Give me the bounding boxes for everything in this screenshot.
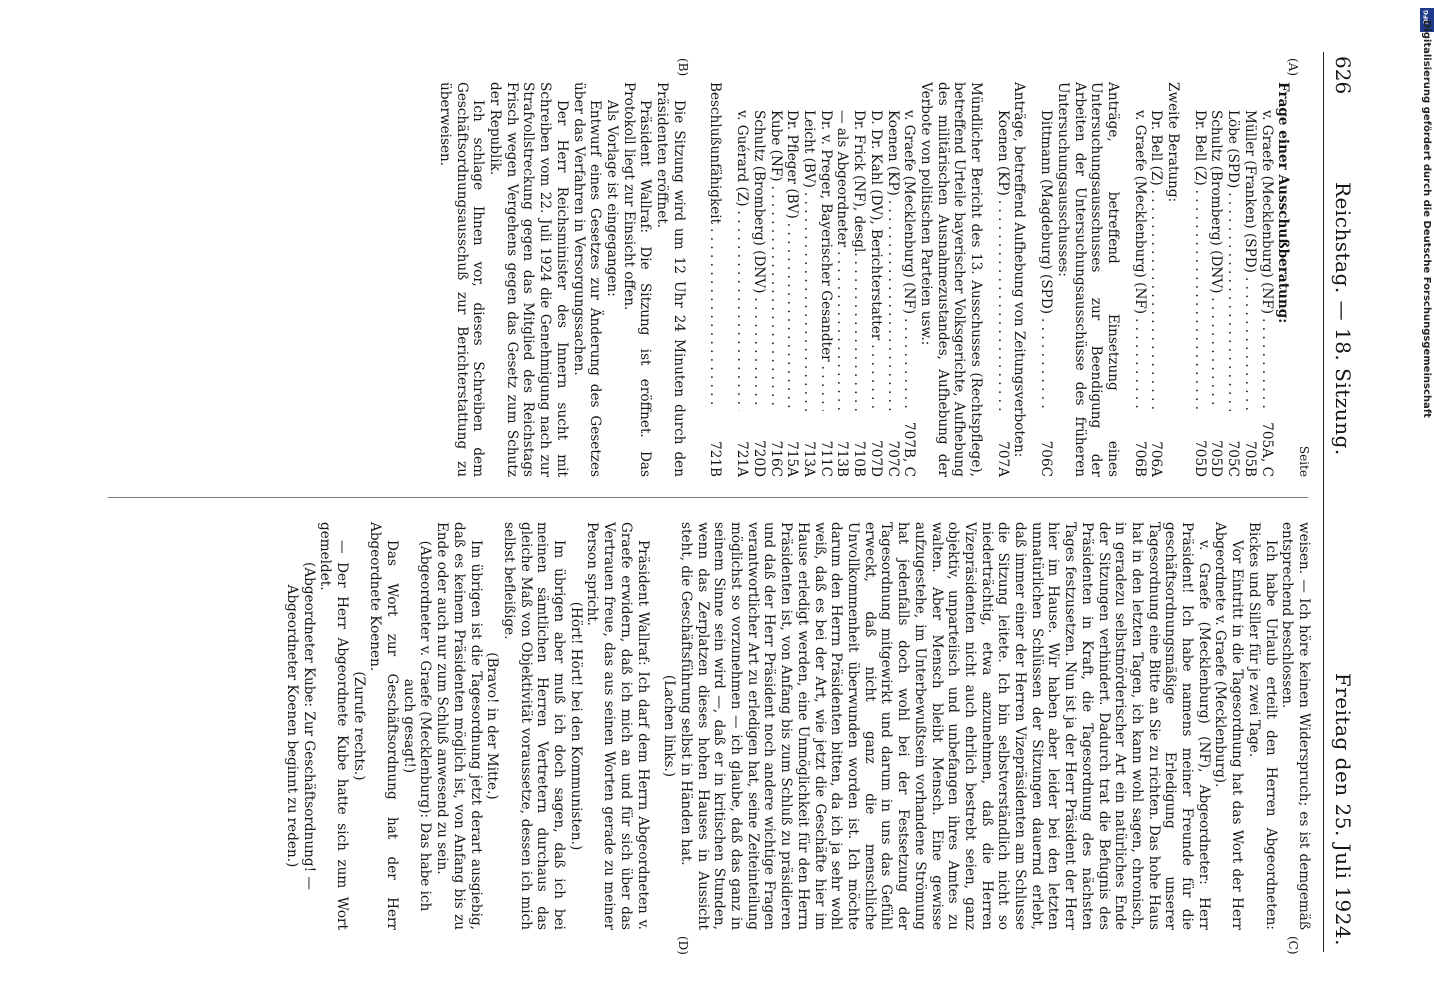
body-paragraph: Im übrigen aber muß ich doch sagen, daß ich bei meinen sämtlichen Herren Vertretern durchaus das gleiche Maß von Objektivität voraussetze, dessen ich mich selbst befleißige. [500, 522, 568, 930]
toc-entry-page: 716C [767, 440, 784, 477]
right-column [102, 522, 1312, 930]
body-paragraph: Die Sitzung wird um 12 Uhr 24 Minuten durch den Präsidenten eröffnet. [654, 82, 687, 477]
body-paragraph: Als Vorlage ist eingegangen: [603, 100, 620, 297]
toc-entry [800, 82, 817, 477]
toc-entry-page: 705A, C [1258, 422, 1275, 477]
toc-entry [1258, 82, 1275, 477]
toc-entry-page: 710B [851, 441, 868, 477]
toc-entry [1148, 82, 1165, 477]
toc-entry [1224, 82, 1241, 477]
toc-list-frage [1191, 82, 1275, 477]
margin-marker-c: (C) [1286, 936, 1300, 955]
body-paragraph: weisen. — Ich höre keinen Widerspruch; es ist demgemäß entsprechend beschlossen. [1279, 522, 1312, 930]
toc-entry-page: 707A [994, 441, 1011, 477]
toc-entry-name: Dr. Pfleger (BV) [784, 110, 801, 219]
toc-entry-name: Leicht (BV) [801, 110, 818, 188]
page-header [1323, 52, 1358, 952]
toc-list-zweite [1131, 82, 1164, 477]
toc-entry-page: 713A [801, 441, 818, 477]
toc-entry [1241, 82, 1258, 477]
toc-entry [784, 82, 801, 477]
toc-entry-page: 715A [784, 441, 801, 477]
speech-wallraf: Präsident Wallraf: Ich darf dem Herrn Abgeordneten v. Graefe erwidern, daß ich mich an und für sich über das Vertrauen freue, das aus seinen Worten gerade zu meiner Person spricht. [584, 522, 651, 930]
toc-entry-name: Schultz (Bromberg) (DNV) [1208, 110, 1225, 294]
body-paragraph: Der Herr Reichsminister des Innern sucht mit Schreiben vom 22. Juli 1924 die Genehmigung nach zur Strafvollstreckung gegen das Mitglied des Reichstags Frisch wegen Vergehens gegen das Gesetz zum Schutz der Republik. [487, 82, 570, 477]
body-paragraph: Ich habe Urlaub erteilt den Herren Abgeordneten: Bickes und Siller für je zwei Tage. [1245, 522, 1279, 930]
interjection: (Hört! Hört! bei den Kommunisten.) [567, 601, 584, 851]
interjection: (Zurufe rechts.) [350, 671, 367, 781]
header-left-title: Reichstag. — 18. Sitzung. [1331, 182, 1355, 456]
toc-heading-frage: Frage einer Ausschußberatung: [1275, 82, 1292, 324]
toc-entry-name: Müller (Franken) (SPD) [1241, 110, 1258, 273]
toc-entry [901, 82, 918, 477]
body-paragraph: Entwurf eines Gesetzes zur Änderung des Gesetzes über das Verfahren in Versorgungssachen. [570, 82, 604, 477]
toc-entry-beschluss [707, 82, 724, 477]
toc-entry-name: Dr. Frick (NF), desgl. [851, 110, 868, 257]
toc-entry-name: v. Graefe (Mecklenburg) (NF) [1131, 110, 1148, 315]
toc-entry-name: Schultz (Bromberg) (DNV) [750, 110, 767, 294]
toc-entry-page: 705D [1208, 440, 1225, 477]
toc-entry-page: 711C [817, 440, 834, 477]
toc-entry-name: Löbe (SPD) [1225, 110, 1242, 189]
toc-entry [834, 82, 851, 477]
toc-entry [850, 82, 867, 477]
toc-entry [734, 82, 751, 477]
toc-entry [1037, 82, 1054, 477]
toc-entry-page: 706A [1148, 441, 1165, 477]
page-number: 626 [1331, 56, 1355, 95]
interjection: (Lachen links.) [661, 674, 678, 778]
toc-entry-name: Koenen (KP) [994, 110, 1011, 196]
toc-entry-page: 707C [884, 440, 901, 477]
body-paragraph: Präsident Wallraf: Die Sitzung ist eröffnet. Das Protokoll liegt zur Einsicht offen. [620, 82, 654, 477]
toc-bericht: Mündlicher Bericht des 13. Ausschusses (Rechtspflege), betreffend Urteile bayerischer Volksgerichte, Aufhebung des militärischen Ausnahmezustandes, Aufhebung der Verbote von politischen Parteien usw.: [917, 82, 985, 477]
digitization-credit: Digitalisierung gefördert durch die Deutsche Forschungsgemeinschaft [1421, 20, 1432, 418]
toc-entry-name: Dr. v. Preger, Bayerischer Gesandter [817, 110, 834, 362]
toc-entry-name: — als Abgeordneter [834, 110, 851, 248]
rotated-page [78, 52, 1358, 955]
toc-entry-name: v. Graefe (Mecklenburg) (NF) [1258, 110, 1275, 315]
toc-entry-name: Kube (NF) [767, 110, 784, 182]
toc-entry-name: Dittmann (Magdeburg) (SPD) [1038, 110, 1055, 315]
toc-entry-page: 707D [867, 440, 884, 477]
toc-entry [867, 82, 884, 477]
toc-entry-name: D. Dr. Kahl (DV), Berichterstatter [867, 110, 884, 341]
interjection: (Abgeordneter Kube: Zur Geschäftsordnung! — Abgeordneter Koenen beginnt zu reden.) [283, 562, 317, 890]
toc-entry-name: Dr. Bell (Z) [1191, 110, 1208, 186]
toc-entry [750, 82, 767, 477]
toc-entry-page: 720D [750, 440, 767, 477]
toc-entry [994, 82, 1011, 477]
toc-entry-name: Dr. Bell (Z) [1148, 110, 1165, 186]
body-paragraph: Im übrigen ist die Tagesordnung jetzt derart ausgiebig, daß es keinem Präsidenten möglich ist, von Anfang bis zu Ende oder auch nur zum Schluß anwesend zu sein. [434, 522, 484, 930]
toc-entry-page: 713B [834, 441, 851, 477]
toc-entry-name: v. Guérard (Z) [734, 110, 751, 207]
toc-entry-page: 706B [1131, 441, 1148, 477]
toc-entry-page: 705C [1225, 440, 1242, 477]
body-paragraph: — Der Herr Abgeordnete Kube hatte sich zum Wort gemeldet. [317, 522, 350, 930]
interjection: (Bravo! in der Mitte.) [484, 652, 501, 800]
toc-entry-page: 705D [1191, 440, 1208, 477]
toc-entry-page: 706C [1038, 440, 1055, 477]
body-paragraph: Ich schlage Ihnen vor, dieses Schreiben dem Geschäftsordnungsausschuß zur Berichterstattung zu überweisen. [436, 82, 487, 477]
toc-entry [767, 82, 784, 477]
toc-heading-zweite: Zweite Beratung: [1165, 82, 1182, 203]
margin-marker-a: (A) [1286, 58, 1300, 77]
toc-entry-name: Koenen (KP) [884, 110, 901, 196]
header-right-title: Freitag den 25. Juli 1924. [1331, 672, 1355, 946]
toc-antraege-zeitung: Anträge, betreffend Aufhebung von Zeitungsverboten: [1011, 82, 1028, 458]
toc-entry [884, 82, 901, 477]
toc-entry [1208, 82, 1225, 477]
toc-entry-page: 707B, C [901, 422, 918, 477]
toc-entry-page: 721A [734, 441, 751, 477]
toc-list-bericht [734, 82, 918, 477]
column-divider [108, 497, 1308, 498]
toc-entry-page: 705B [1241, 441, 1258, 477]
dfg-logo: DFG [1420, 8, 1434, 32]
toc-antraege-untersuchung: Anträge, betreffend Einsetzung eines Untersuchungsausschusses zur Beendigung der Arbeiten der Untersuchungsausschüsse des früheren Untersuchungsausschusses: [1054, 82, 1121, 477]
toc-entry-name: v. Graefe (Mecklenburg) (NF) [901, 110, 918, 315]
body-paragraph: Das Wort zur Geschäftsordnung hat der Herr Abgeordnete Koenen. [367, 522, 401, 930]
speech-graefe: v. Graefe (Mecklenburg) (NF), Abgeordneter: Herr Präsident! Ich habe namens meiner Freunde für die geschäftsordnungsmäßige Erledigung unserer Tagesordnung eine Bitte an Sie zu richten. Das hohe Haus hat in den letzten Tagen, ich kann wohl sagen, chronisch, in geradezu selbstmörderischer Art ein natürliches Ende der Sitzungen verhindert. Dadurch trat die Befugnis des Präsidenten in Kraft, die Tagesordnung des nächsten Tages festzusetzen. Nun ist ja der Herr Präsident der Herr hier im Hause. Wir haben aber leider bei den letzten unnatürlichen Schlüssen der Sitzungen dauernd erlebt, daß immer einer der Herren Vizepräsidenten am Schlusse die Sitzung leitete. Ich bin selbstverständlich nicht so niederträchtig, etwa anzunehmen, daß die Herren Vizepräsidenten nicht auch ehrlich bestrebt seien, ganz objektiv, unparteiisch und unbefangen ihres Amtes zu walten. Aber Mensch bleibt Mensch. Eine gewisse aufzugestehe, im Unterbewußtsein vorhandene Strömung hat jedenfalls doch wohl bei der Festsetzung der Tagesordnung mitgewirkt und darum in uns das Gefühl erweckt, daß nicht ganz die menschliche Unvollkommenheit überwunden worden ist. Ich möchte darum den Herrn Präsidenten bitten, da ich ja sehr wohl weiß, daß es bei der Art, wie jetzt die Geschäfte hier im Hause erledigt werden, eine Unmöglichkeit für den Herrn Präsidenten ist, von Anfang bis zum Schluß zu präsidieren und daß der Herr Präsident noch andere wichtige Fragen verantwortlicher Art zu erledigen hat, seine Zeiteinteilung möglichst so vorzunehmen — ich glaube, daß das ganz in seinem Sinne sein wird —, daß er in kritischen Stunden, wenn das Zerplatzen dieses hohen Hauses in Aussicht steht, die Geschäftsführung selbst in Händen hat. [677, 522, 1212, 930]
interjection: (Abgeordneter v. Graefe (Mecklenburg): Das habe ich auch gesagt!) [400, 540, 434, 912]
margin-marker-d: (D) [676, 936, 690, 955]
margin-marker-b: (B) [676, 58, 690, 77]
toc-entry [817, 82, 834, 477]
toc-entry [1191, 82, 1208, 477]
left-column [102, 82, 1312, 477]
body-paragraph: Vor Eintritt in die Tagesordnung hat das Wort der Herr Abgeordnete v. Graefe (Mecklenburg). [1212, 522, 1246, 930]
toc-page-label: Seite [1297, 445, 1311, 477]
toc-entry-name: Beschlußunfähigkeit [707, 82, 724, 225]
toc-entry-page: 721B [707, 441, 724, 477]
toc-entry [1131, 82, 1148, 477]
